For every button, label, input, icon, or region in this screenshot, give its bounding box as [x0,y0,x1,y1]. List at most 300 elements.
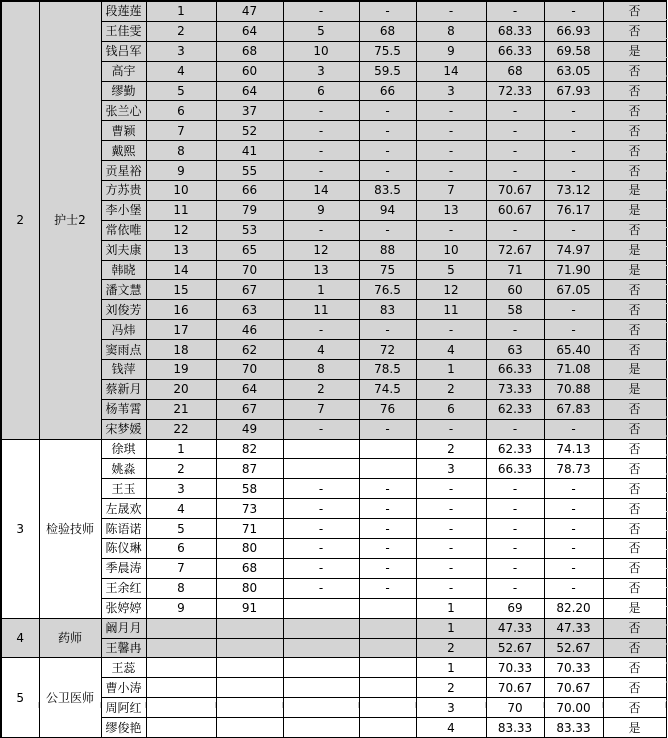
cell-seq[interactable]: 5 [146,81,216,101]
cell-pass[interactable]: 是 [603,379,666,399]
cell-name[interactable]: 王玉 [101,479,146,499]
cell-rank2[interactable]: 4 [283,340,359,360]
cell-rank3[interactable]: - [416,101,486,121]
cell-rank3[interactable]: 13 [416,200,486,220]
cell-pass[interactable]: 是 [603,200,666,220]
cell-score2[interactable]: - [359,479,416,499]
cell-final[interactable]: 74.13 [544,439,603,459]
cell-score1[interactable]: 82 [216,439,283,459]
cell-score2[interactable]: 76.5 [359,280,416,300]
cell-score2[interactable]: 83 [359,300,416,320]
cell-seq[interactable]: 17 [146,320,216,340]
cell-rank2[interactable] [283,658,359,678]
cell-score3[interactable]: 47.33 [486,618,544,638]
cell-score2[interactable]: 75.5 [359,41,416,61]
cell-score1[interactable]: 58 [216,479,283,499]
cell-score3[interactable]: 58 [486,300,544,320]
cell-rank2[interactable] [283,718,359,738]
cell-score1[interactable]: 68 [216,558,283,578]
cell-rank2[interactable]: - [283,1,359,21]
cell-name[interactable]: 缪俊艳 [101,718,146,738]
cell-name[interactable]: 曹小涛 [101,678,146,698]
cell-seq[interactable] [146,618,216,638]
cell-seq[interactable]: 1 [146,1,216,21]
cell-pass[interactable]: 是 [603,41,666,61]
cell-pass[interactable]: 否 [603,499,666,519]
cell-rank3[interactable]: - [416,539,486,559]
cell-name[interactable]: 戴熙 [101,141,146,161]
cell-rank2[interactable]: - [283,121,359,141]
cell-name[interactable]: 冯炜 [101,320,146,340]
cell-rank3[interactable]: - [416,499,486,519]
cell-score3[interactable]: 70.67 [486,181,544,201]
cell-name[interactable]: 蔡新月 [101,379,146,399]
cell-pass[interactable]: 否 [603,161,666,181]
cell-score1[interactable]: 71 [216,519,283,539]
cell-pass[interactable]: 是 [603,240,666,260]
cell-rank2[interactable]: 14 [283,181,359,201]
cell-final[interactable]: 69.58 [544,41,603,61]
cell-rank2[interactable]: - [283,479,359,499]
cell-pass[interactable]: 否 [603,141,666,161]
cell-seq[interactable]: 8 [146,141,216,161]
cell-score1[interactable] [216,678,283,698]
cell-name[interactable]: 阚月月 [101,618,146,638]
cell-final[interactable]: 70.33 [544,658,603,678]
cell-score1[interactable]: 80 [216,578,283,598]
cell-score1[interactable] [216,718,283,738]
cell-pass[interactable]: 否 [603,399,666,419]
cell-rank2[interactable]: - [283,539,359,559]
cell-rank3[interactable]: 4 [416,340,486,360]
cell-rank2[interactable] [283,459,359,479]
cell-score2[interactable]: - [359,141,416,161]
cell-rank3[interactable]: 9 [416,41,486,61]
cell-score1[interactable] [216,658,283,678]
cell-score3[interactable]: - [486,419,544,439]
cell-score1[interactable]: 62 [216,340,283,360]
cell-score3[interactable]: 62.33 [486,439,544,459]
cell-score3[interactable]: 70.33 [486,658,544,678]
cell-rank2[interactable]: - [283,141,359,161]
cell-score3[interactable]: 83.33 [486,718,544,738]
cell-rank2[interactable]: 2 [283,379,359,399]
cell-pass[interactable]: 否 [603,459,666,479]
cell-score3[interactable]: - [486,558,544,578]
cell-final[interactable]: 83.33 [544,718,603,738]
cell-seq[interactable]: 2 [146,459,216,479]
cell-rank2[interactable]: 8 [283,360,359,380]
cell-final[interactable]: - [544,141,603,161]
cell-score2[interactable]: - [359,161,416,181]
cell-name[interactable]: 韩晓 [101,260,146,280]
cell-seq[interactable]: 16 [146,300,216,320]
cell-final[interactable]: 71.08 [544,360,603,380]
cell-rank3[interactable]: - [416,121,486,141]
cell-score2[interactable]: 76 [359,399,416,419]
cell-pass[interactable]: 否 [603,658,666,678]
cell-pass[interactable]: 否 [603,300,666,320]
cell-final[interactable]: - [544,519,603,539]
cell-pass[interactable]: 是 [603,360,666,380]
cell-name[interactable]: 左晟欢 [101,499,146,519]
cell-rank3[interactable]: 14 [416,61,486,81]
cell-pass[interactable]: 是 [603,260,666,280]
cell-rank2[interactable] [283,638,359,658]
cell-name[interactable]: 刘俊芳 [101,300,146,320]
cell-name[interactable]: 窦雨点 [101,340,146,360]
cell-final[interactable]: 82.20 [544,598,603,618]
cell-score2[interactable] [359,658,416,678]
cell-rank2[interactable] [283,598,359,618]
cell-seq[interactable]: 3 [146,479,216,499]
cell-seq[interactable]: 19 [146,360,216,380]
cell-score3[interactable]: 62.33 [486,399,544,419]
cell-rank3[interactable]: - [416,578,486,598]
cell-pass[interactable]: 是 [603,718,666,738]
cell-name[interactable]: 方苏贵 [101,181,146,201]
cell-name[interactable]: 陈语诺 [101,519,146,539]
cell-score1[interactable]: 64 [216,379,283,399]
cell-seq[interactable]: 7 [146,121,216,141]
cell-seq[interactable] [146,638,216,658]
cell-rank2[interactable]: 9 [283,200,359,220]
cell-name[interactable]: 钱吕军 [101,41,146,61]
cell-seq[interactable]: 13 [146,240,216,260]
cell-score3[interactable]: - [486,161,544,181]
cell-score3[interactable]: 66.33 [486,360,544,380]
cell-score3[interactable]: - [486,519,544,539]
cell-rank3[interactable]: 2 [416,638,486,658]
cell-rank3[interactable]: 8 [416,21,486,41]
cell-pass[interactable]: 否 [603,21,666,41]
cell-score2[interactable] [359,678,416,698]
cell-name[interactable]: 王佳雯 [101,21,146,41]
cell-pass[interactable]: 是 [603,181,666,201]
cell-name[interactable]: 钱萍 [101,360,146,380]
cell-rank3[interactable]: 5 [416,260,486,280]
cell-rank3[interactable]: 3 [416,81,486,101]
cell-score1[interactable]: 70 [216,260,283,280]
cell-name[interactable]: 姚淼 [101,459,146,479]
cell-score1[interactable]: 91 [216,598,283,618]
cell-rank3[interactable]: - [416,519,486,539]
group-job-cell[interactable]: 公卫医师 [39,658,101,738]
cell-pass[interactable]: 否 [603,121,666,141]
cell-rank2[interactable]: - [283,499,359,519]
cell-score2[interactable]: - [359,121,416,141]
cell-rank2[interactable]: 11 [283,300,359,320]
cell-score2[interactable]: - [359,499,416,519]
group-number-cell[interactable]: 2 [1,1,39,439]
cell-score1[interactable]: 41 [216,141,283,161]
cell-rank3[interactable]: 1 [416,618,486,638]
cell-pass[interactable]: 否 [603,678,666,698]
cell-rank3[interactable]: 3 [416,698,486,718]
cell-score3[interactable]: 52.67 [486,638,544,658]
cell-rank3[interactable]: 7 [416,181,486,201]
cell-score3[interactable]: - [486,479,544,499]
cell-pass[interactable]: 否 [603,280,666,300]
cell-final[interactable]: 78.73 [544,459,603,479]
cell-name[interactable]: 杨苇霄 [101,399,146,419]
cell-score3[interactable]: 70 [486,698,544,718]
cell-score3[interactable]: 72.33 [486,81,544,101]
cell-final[interactable]: 63.05 [544,61,603,81]
cell-name[interactable]: 季晨涛 [101,558,146,578]
cell-score2[interactable]: 94 [359,200,416,220]
cell-rank2[interactable]: 3 [283,61,359,81]
cell-score3[interactable]: 68.33 [486,21,544,41]
cell-rank3[interactable]: - [416,1,486,21]
cell-score1[interactable] [216,638,283,658]
cell-pass[interactable]: 否 [603,220,666,240]
cell-score3[interactable]: 71 [486,260,544,280]
cell-final[interactable]: - [544,121,603,141]
cell-rank2[interactable]: - [283,578,359,598]
cell-seq[interactable]: 21 [146,399,216,419]
cell-score2[interactable]: - [359,220,416,240]
cell-score2[interactable]: 83.5 [359,181,416,201]
cell-pass[interactable]: 否 [603,61,666,81]
cell-name[interactable]: 张兰心 [101,101,146,121]
cell-rank3[interactable]: 4 [416,718,486,738]
cell-score3[interactable]: - [486,1,544,21]
cell-rank2[interactable]: 13 [283,260,359,280]
cell-rank3[interactable]: 11 [416,300,486,320]
cell-final[interactable]: 66.93 [544,21,603,41]
cell-score3[interactable]: - [486,499,544,519]
cell-score1[interactable]: 46 [216,320,283,340]
cell-rank2[interactable] [283,678,359,698]
cell-pass[interactable]: 否 [603,539,666,559]
cell-rank2[interactable]: 1 [283,280,359,300]
cell-rank2[interactable]: 7 [283,399,359,419]
cell-score2[interactable]: - [359,320,416,340]
cell-score2[interactable]: - [359,101,416,121]
cell-seq[interactable]: 18 [146,340,216,360]
cell-name[interactable]: 王蕊 [101,658,146,678]
cell-final[interactable]: 47.33 [544,618,603,638]
cell-rank3[interactable]: 2 [416,379,486,399]
group-job-cell[interactable]: 药师 [39,618,101,658]
cell-name[interactable]: 王馨冉 [101,638,146,658]
cell-score2[interactable] [359,598,416,618]
cell-pass[interactable]: 否 [603,101,666,121]
cell-score1[interactable]: 52 [216,121,283,141]
cell-score3[interactable]: - [486,578,544,598]
cell-score3[interactable]: - [486,121,544,141]
cell-rank2[interactable]: - [283,419,359,439]
cell-seq[interactable] [146,658,216,678]
cell-rank2[interactable] [283,439,359,459]
cell-final[interactable]: - [544,578,603,598]
cell-pass[interactable]: 否 [603,638,666,658]
cell-score3[interactable]: 73.33 [486,379,544,399]
cell-score1[interactable]: 70 [216,360,283,380]
group-number-cell[interactable]: 5 [1,658,39,738]
cell-pass[interactable]: 否 [603,1,666,21]
cell-score1[interactable]: 66 [216,181,283,201]
cell-score2[interactable]: 72 [359,340,416,360]
cell-score1[interactable]: 63 [216,300,283,320]
cell-final[interactable]: 52.67 [544,638,603,658]
cell-score2[interactable]: 68 [359,21,416,41]
cell-name[interactable]: 张婷婷 [101,598,146,618]
cell-score3[interactable]: - [486,220,544,240]
cell-score3[interactable]: 60.67 [486,200,544,220]
cell-score3[interactable]: 66.33 [486,459,544,479]
cell-score2[interactable] [359,439,416,459]
cell-score1[interactable]: 47 [216,1,283,21]
cell-rank2[interactable]: - [283,101,359,121]
cell-pass[interactable]: 否 [603,81,666,101]
cell-rank2[interactable]: - [283,220,359,240]
cell-final[interactable]: 73.12 [544,181,603,201]
cell-rank2[interactable]: - [283,519,359,539]
cell-seq[interactable] [146,678,216,698]
cell-score1[interactable]: 67 [216,280,283,300]
cell-rank3[interactable]: 3 [416,459,486,479]
cell-score3[interactable]: - [486,101,544,121]
cell-rank3[interactable]: - [416,220,486,240]
cell-seq[interactable]: 22 [146,419,216,439]
cell-rank3[interactable]: - [416,161,486,181]
cell-rank3[interactable]: 10 [416,240,486,260]
cell-pass[interactable]: 是 [603,598,666,618]
cell-name[interactable]: 王余红 [101,578,146,598]
cell-seq[interactable]: 9 [146,161,216,181]
cell-name[interactable]: 缪勤 [101,81,146,101]
cell-final[interactable]: 74.97 [544,240,603,260]
cell-score1[interactable]: 87 [216,459,283,479]
cell-score1[interactable]: 60 [216,61,283,81]
cell-score3[interactable]: 70.67 [486,678,544,698]
cell-final[interactable]: 70.67 [544,678,603,698]
cell-score2[interactable]: - [359,558,416,578]
cell-score1[interactable]: 80 [216,539,283,559]
cell-score2[interactable]: 74.5 [359,379,416,399]
cell-final[interactable]: - [544,101,603,121]
cell-score2[interactable] [359,459,416,479]
cell-rank3[interactable]: - [416,320,486,340]
cell-pass[interactable]: 否 [603,519,666,539]
cell-score2[interactable]: - [359,578,416,598]
cell-rank3[interactable]: - [416,558,486,578]
cell-rank2[interactable]: - [283,320,359,340]
cell-name[interactable]: 宋梦媛 [101,419,146,439]
cell-final[interactable]: 67.05 [544,280,603,300]
cell-score1[interactable]: 73 [216,499,283,519]
cell-final[interactable]: - [544,419,603,439]
cell-name[interactable]: 曹颖 [101,121,146,141]
cell-seq[interactable]: 20 [146,379,216,399]
cell-score3[interactable]: - [486,320,544,340]
cell-seq[interactable]: 1 [146,439,216,459]
cell-final[interactable]: - [544,220,603,240]
cell-rank3[interactable]: 2 [416,439,486,459]
cell-seq[interactable]: 12 [146,220,216,240]
cell-final[interactable]: - [544,300,603,320]
cell-score1[interactable]: 64 [216,21,283,41]
cell-pass[interactable]: 否 [603,320,666,340]
cell-name[interactable]: 常依唯 [101,220,146,240]
cell-seq[interactable]: 11 [146,200,216,220]
cell-score1[interactable]: 67 [216,399,283,419]
cell-name[interactable]: 高宇 [101,61,146,81]
cell-score1[interactable]: 49 [216,419,283,439]
cell-final[interactable]: 67.93 [544,81,603,101]
cell-name[interactable]: 周阿红 [101,698,146,718]
cell-name[interactable]: 李小堡 [101,200,146,220]
cell-pass[interactable]: 否 [603,618,666,638]
cell-score2[interactable] [359,638,416,658]
group-job-cell[interactable]: 护士2 [39,1,101,439]
cell-score1[interactable]: 64 [216,81,283,101]
cell-final[interactable]: 70.88 [544,379,603,399]
cell-score3[interactable]: 72.67 [486,240,544,260]
cell-final[interactable]: - [544,539,603,559]
cell-final[interactable]: 71.90 [544,260,603,280]
cell-final[interactable]: 76.17 [544,200,603,220]
cell-name[interactable]: 贡星裕 [101,161,146,181]
cell-score3[interactable]: - [486,141,544,161]
cell-seq[interactable]: 6 [146,539,216,559]
cell-score1[interactable]: 37 [216,101,283,121]
cell-rank2[interactable]: 5 [283,21,359,41]
cell-final[interactable]: - [544,558,603,578]
cell-score1[interactable] [216,618,283,638]
cell-rank3[interactable]: 1 [416,658,486,678]
cell-score1[interactable]: 53 [216,220,283,240]
cell-seq[interactable]: 4 [146,499,216,519]
cell-seq[interactable]: 5 [146,519,216,539]
cell-seq[interactable]: 8 [146,578,216,598]
cell-pass[interactable]: 否 [603,419,666,439]
cell-score2[interactable] [359,618,416,638]
cell-rank3[interactable]: 2 [416,678,486,698]
cell-name[interactable]: 陈仪琳 [101,539,146,559]
cell-name[interactable]: 段莲莲 [101,1,146,21]
cell-score2[interactable]: - [359,539,416,559]
cell-score3[interactable]: 68 [486,61,544,81]
cell-seq[interactable]: 14 [146,260,216,280]
cell-rank3[interactable]: - [416,419,486,439]
cell-name[interactable]: 潘文慧 [101,280,146,300]
cell-score3[interactable]: - [486,539,544,559]
cell-score3[interactable]: 63 [486,340,544,360]
cell-pass[interactable]: 否 [603,558,666,578]
cell-seq[interactable]: 9 [146,598,216,618]
cell-score3[interactable]: 60 [486,280,544,300]
cell-score3[interactable]: 69 [486,598,544,618]
cell-name[interactable]: 刘夫康 [101,240,146,260]
cell-score2[interactable]: 66 [359,81,416,101]
cell-seq[interactable]: 7 [146,558,216,578]
cell-final[interactable]: - [544,1,603,21]
cell-pass[interactable]: 否 [603,578,666,598]
cell-rank2[interactable]: - [283,558,359,578]
cell-seq[interactable]: 2 [146,21,216,41]
cell-pass[interactable]: 否 [603,340,666,360]
cell-score1[interactable]: 65 [216,240,283,260]
cell-score2[interactable]: 59.5 [359,61,416,81]
cell-rank3[interactable]: 1 [416,360,486,380]
cell-score2[interactable] [359,718,416,738]
cell-rank3[interactable]: - [416,479,486,499]
cell-rank3[interactable]: 1 [416,598,486,618]
cell-score2[interactable]: - [359,419,416,439]
